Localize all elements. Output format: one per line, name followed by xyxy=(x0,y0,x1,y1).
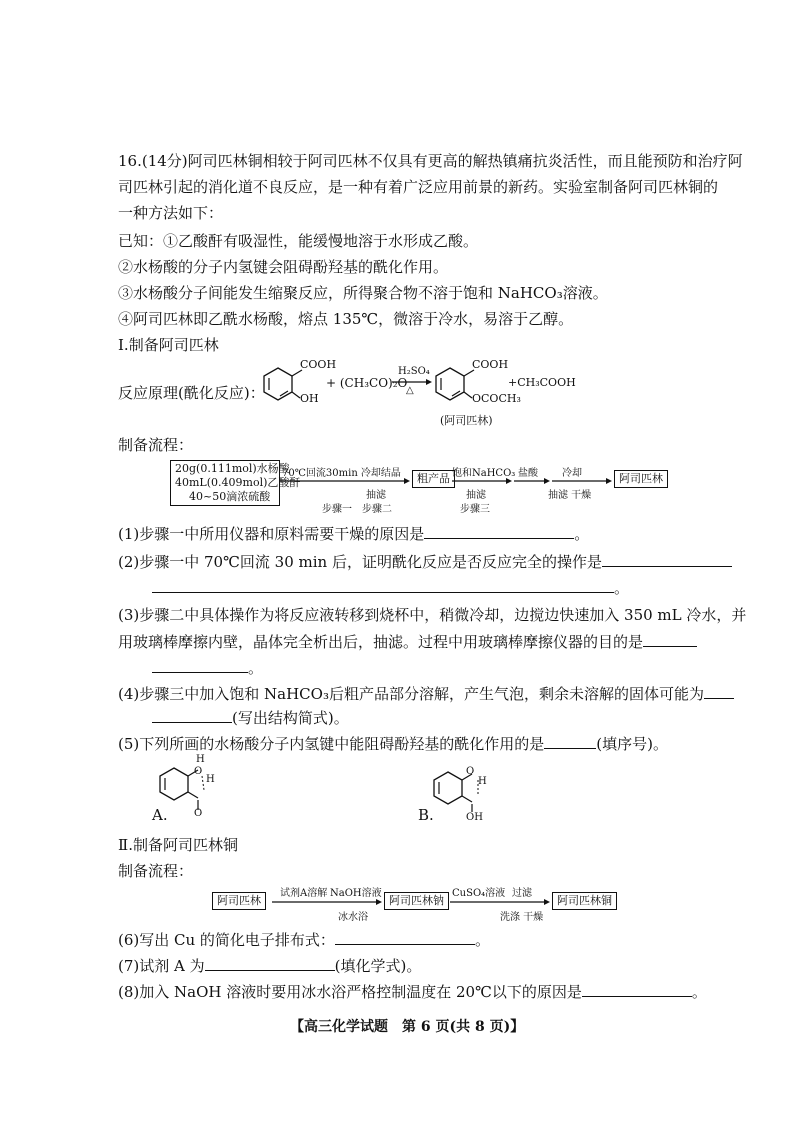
flow1-start-box: 20g(0.111mol)水杨酸 40mL(0.409mol)乙酸酐 40~50滴浓硫酸 xyxy=(170,460,280,506)
reaction-label: 反应原理(酰化反应)： xyxy=(118,384,265,402)
q4-a: (4)步骤三中加入饱和 NaHCO₃后粗产品部分溶解，产生气泡，剩余未溶解的固体可能为 xyxy=(118,682,734,705)
flow2-a2-top: NaOH溶液 xyxy=(330,888,382,899)
q6: (6)写出 Cu 的简化电子排布式： 。 xyxy=(118,928,490,951)
option-a-h: H xyxy=(206,774,215,785)
page-footer: 【高三化学试题 第 6 页(共 8 页)】 xyxy=(290,1019,525,1035)
arrow1-top: 70℃回流30min 冷却结晶 xyxy=(282,468,401,479)
question-header: 16.(14分)阿司匹林铜相较于阿司匹林不仅具有更高的解热镇痛抗炎活性，而且能预防和治疗阿 xyxy=(118,152,743,170)
arrow4-bottom: 抽滤 干燥 xyxy=(548,490,592,501)
flow2-a2-bottom: 冰水浴 xyxy=(338,912,368,923)
part2-title: Ⅱ.制备阿司匹林铜 xyxy=(118,836,238,854)
flow-arrow-icon xyxy=(452,477,512,485)
flow2-copper-box: 阿司匹林铜 xyxy=(552,892,617,910)
question-header-2: 司匹林引起的消化道不良反应，是一种有着广泛应用前景的新药。实验室制备阿司匹林铜的 xyxy=(118,178,719,196)
reagent-label: + (CH₃CO)₂O xyxy=(326,376,408,390)
option-a-o-bottom: O xyxy=(194,808,203,819)
q3-a: (3)步骤二中具体操作为将反应液转移到烧杯中，稍微冷却，边搅边快速加入 350 mL 冷水，并 xyxy=(118,606,747,624)
flow-arrow-icon xyxy=(514,477,550,485)
arrow3-top: 盐酸 xyxy=(518,468,538,479)
q8: (8)加入 NaOH 溶液时要用冰水浴严格控制温度在 20℃以下的原因是 。 xyxy=(118,980,707,1003)
arrow1-bottom: 抽滤 xyxy=(366,490,386,501)
q3-answer-line: 。 xyxy=(118,656,263,679)
part1-title: Ⅰ.制备阿司匹林 xyxy=(118,336,219,354)
flow2-a3-top: CuSO₄溶液 xyxy=(452,888,506,899)
heat-label: △ xyxy=(406,385,414,396)
option-b-structure xyxy=(422,764,502,824)
crude-box: 粗产品 xyxy=(412,470,455,488)
flow2-aspirin-box: 阿司匹林 xyxy=(212,892,266,910)
flow2-a1-top: 试剂A溶解 xyxy=(280,888,328,899)
q2: (2)步骤一中 70℃回流 30 min 后，证明酰化反应是否反应完全的操作是 xyxy=(118,550,732,573)
option-b-oh: OH xyxy=(466,812,483,823)
q5: (5)下列所画的水杨酸分子内氢键中能阻碍酚羟基的酰化作用的是 (填序号)。 xyxy=(118,732,668,755)
question-header-3: 一种方法如下： xyxy=(118,204,224,222)
aspirin-cooh-label: COOH xyxy=(472,358,509,371)
step1-label: 步骤一 xyxy=(322,504,352,515)
q3-b: 用玻璃棒摩擦内壁，晶体完全析出后，抽滤。过程中用玻璃棒摩擦仪器的目的是 xyxy=(118,630,697,653)
product-name: (阿司匹林) xyxy=(440,414,493,427)
arrow2-bottom: 抽滤 xyxy=(466,490,486,501)
flow1-label: 制备流程： xyxy=(118,436,194,454)
flow2-label: 制备流程： xyxy=(118,862,194,880)
known-1: 已知：①乙酸酐有吸湿性，能缓慢地溶于水形成乙酸。 xyxy=(118,232,479,250)
step3-label: 步骤三 xyxy=(460,504,490,515)
flow-arrow-icon xyxy=(280,477,410,485)
option-a-h-top: H xyxy=(196,754,205,765)
option-a-label: A. xyxy=(152,806,168,824)
option-a-o-top: O xyxy=(194,766,203,777)
flow2-a4-bottom: 洗涤 干燥 xyxy=(500,912,544,923)
oh-label: OH xyxy=(300,392,319,405)
known-3: ③水杨酸分子间能发生缩聚反应，所得聚合物不溶于饱和 NaHCO₃溶液。 xyxy=(118,284,608,302)
q7: (7)试剂 A 为 (填化学式)。 xyxy=(118,954,421,977)
flow-arrow-icon xyxy=(450,898,550,906)
cooh-label: COOH xyxy=(300,358,337,371)
q4-b: (写出结构简式)。 xyxy=(118,706,349,729)
aspirin-final-box: 阿司匹林 xyxy=(614,470,668,488)
byproduct-label: +CH₃COOH xyxy=(508,376,576,389)
aspirin-ococh3-label: OCOCH₃ xyxy=(472,392,521,405)
flow2-sodium-box: 阿司匹林钠 xyxy=(384,892,449,910)
option-b-h: H xyxy=(478,776,487,787)
arrow4-top: 冷却 xyxy=(562,468,582,479)
flow-arrow-icon xyxy=(272,898,382,906)
flow2-a4-top: 过滤 xyxy=(512,888,532,899)
known-4: ④阿司匹林即乙酰水杨酸，熔点 135℃，微溶于冷水，易溶于乙醇。 xyxy=(118,310,574,328)
option-b-o-top: O xyxy=(466,766,475,777)
arrow2-top: 饱和NaHCO₃ xyxy=(452,468,516,479)
q1: (1)步骤一中所用仪器和原料需要干燥的原因是 。 xyxy=(118,522,589,545)
q2-answer-line: 。 xyxy=(118,576,629,599)
step2-label: 步骤二 xyxy=(362,504,392,515)
known-2: ②水杨酸的分子内氢键会阻碍酚羟基的酰化作用。 xyxy=(118,258,449,276)
option-b-label: B. xyxy=(418,806,434,824)
flow-arrow-icon xyxy=(552,477,612,485)
catalyst-label: H₂SO₄ xyxy=(398,366,430,377)
